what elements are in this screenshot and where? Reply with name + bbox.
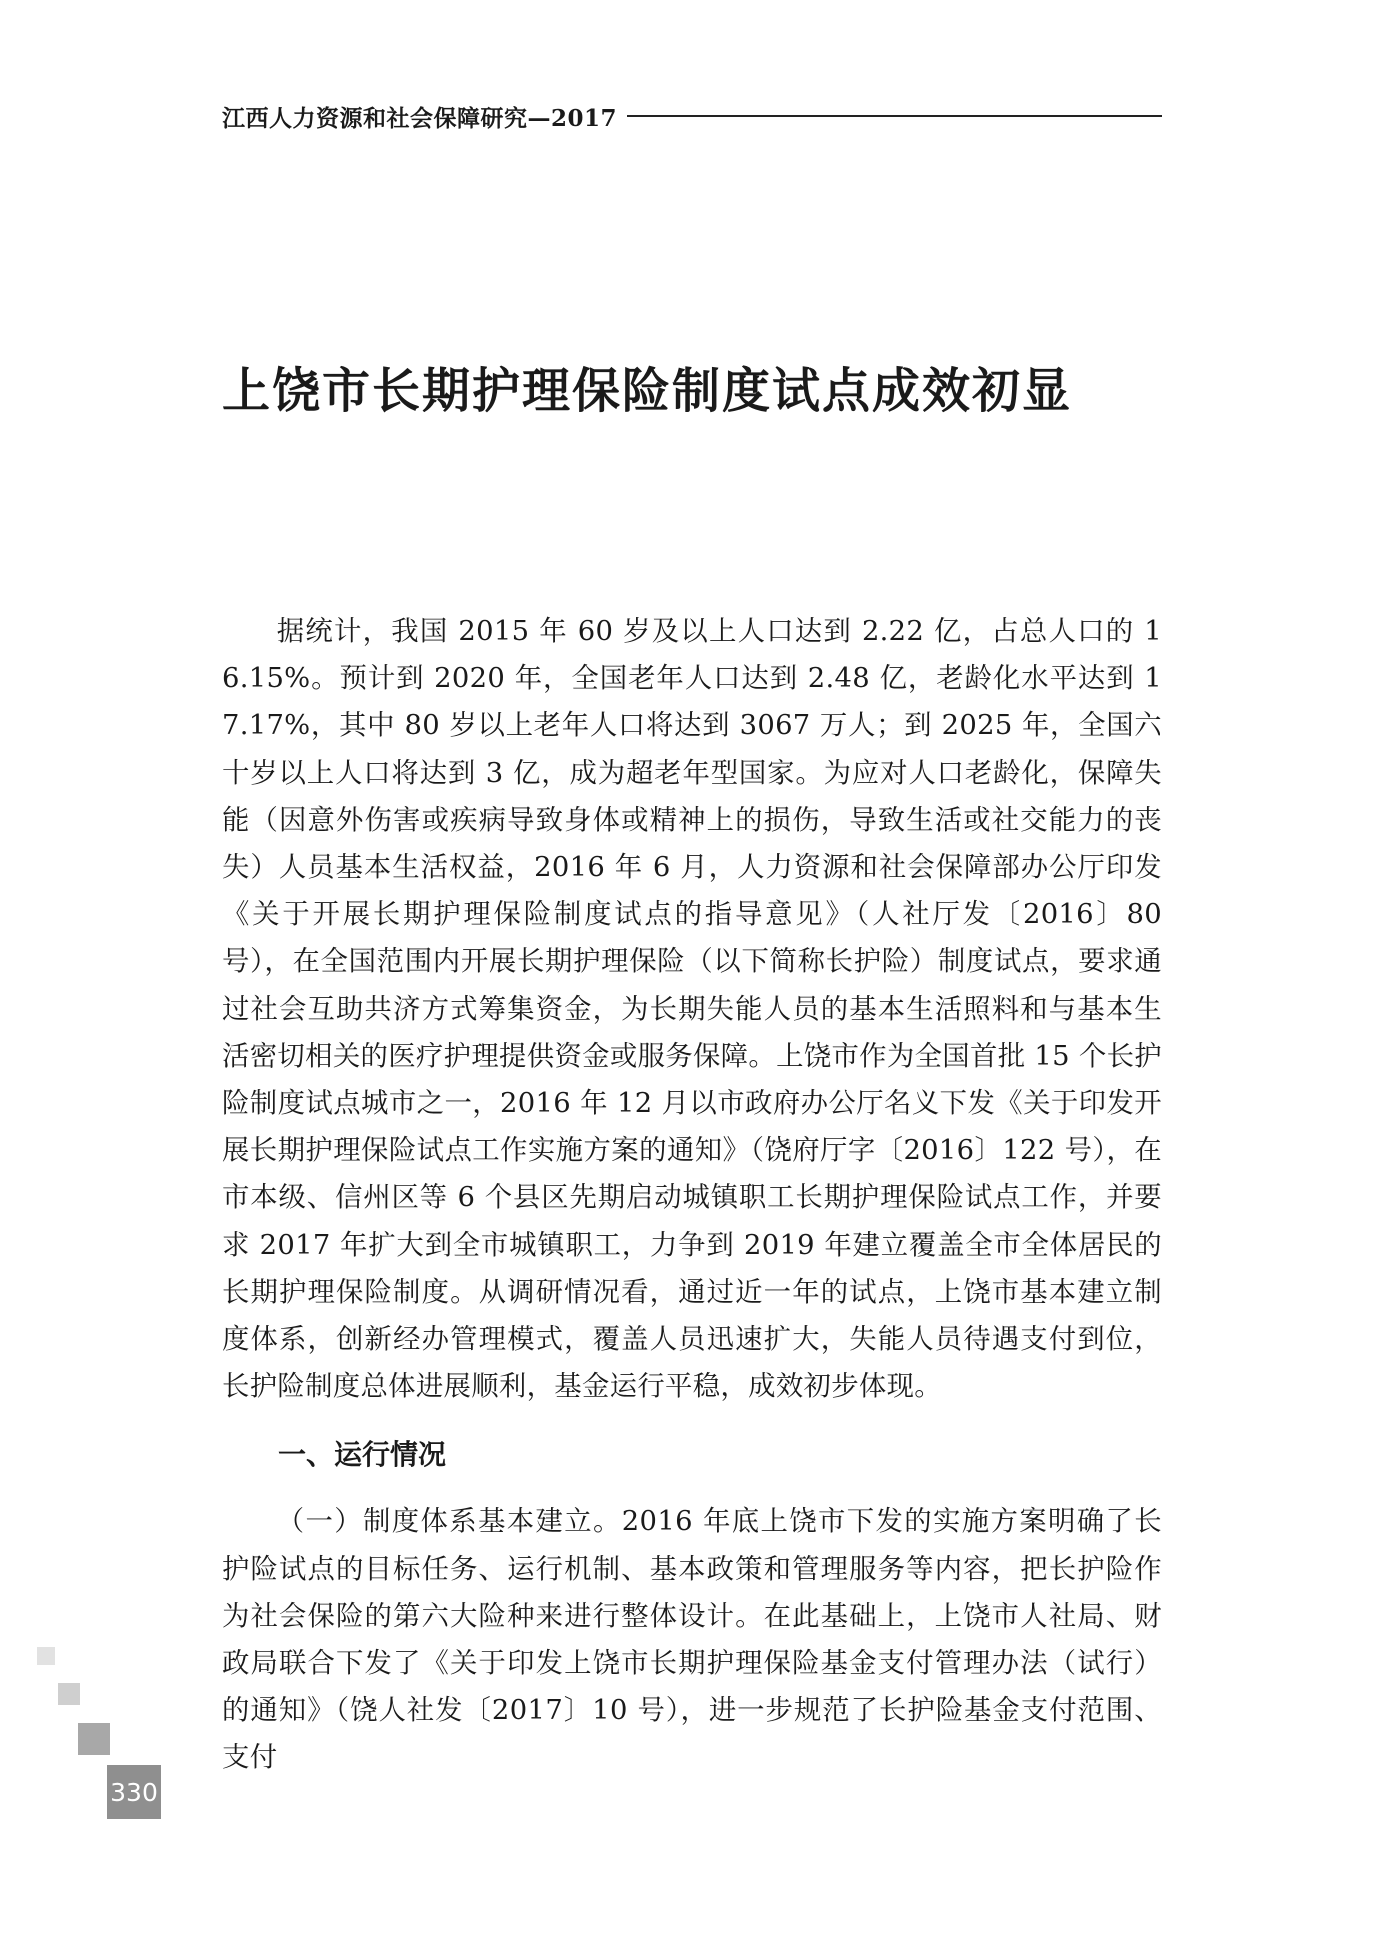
- decorative-square: [78, 1723, 110, 1755]
- running-header: [222, 98, 1162, 134]
- section-paragraph: （一）制度体系基本建立。2016 年底上饶市下发的实施方案明确了长护险试点的目标任务、运行机制、基本政策和管理服务等内容，把长护险作为社会保险的第六大险种来进行整体设计。在此基础上，上饶市人社局、财政局联合下发了《关于印发上饶市长期护理保险基金支付管理办法（试行）的通知》（饶人社发〔2017〕10 号），进一步规范了长护险基金支付范围、支付: [222, 1506, 1162, 1774]
- section-heading: 一、运行情况: [278, 1438, 447, 1472]
- article-body: [222, 608, 1162, 1782]
- running-header-text: 江西人力资源和社会保障研究—2017: [222, 104, 618, 132]
- decorative-square: [58, 1683, 80, 1705]
- article-title: 上饶市长期护理保险制度试点成效初显: [222, 363, 1073, 419]
- page-number: 330: [110, 1777, 158, 1807]
- decorative-square: [37, 1647, 55, 1665]
- header-rule: [627, 115, 1162, 117]
- intro-paragraph: 据统计，我国 2015 年 60 岁及以上人口达到 2.22 亿，占总人口的 16.15%。预计到 2020 年，全国老年人口达到 2.48 亿，老龄化水平达到 17.17%，其中 80 岁以上老年人口将达到 3067 万人；到 2025 年，全国六十岁以上人口将达到 3 亿，成为超老年型国家。为应对人口老龄化，保障失能（因意外伤害或疾病导致身体或精神上的损伤，导致生活或社交能力的丧失）人员基本生活权益，2016 年 6 月，人力资源和社会保障部办公厅印发《关于开展长期护理保险制度试点的指导意见》（人社厅发〔2016〕80 号），在全国范围内开展长期护理保险（以下简称长护险）制度试点，要求通过社会互助共济方式筹集资金，为长期失能人员的基本生活照料和与基本生活密切相关的医疗护理提供资金或服务保障。上饶市作为全国首批 15 个长护险制度试点城市之一，2016 年 12 月以市政府办公厅名义下发《关于印发开展长期护理保险试点工作实施方案的通知》（饶府厅字〔2016〕122 号），在市本级、信州区等 6 个县区先期启动城镇职工长期护理保险试点工作，并要求 2017 年扩大到全市城镇职工，力争到 2019 年建立覆盖全市全体居民的长期护理保险制度。从调研情况看，通过近一年的试点，上饶市基本建立制度体系，创新经办管理模式，覆盖人员迅速扩大，失能人员待遇支付到位，长护险制度总体进展顺利，基金运行平稳，成效初步体现。: [222, 616, 1162, 1403]
- page-number-box: [107, 1765, 161, 1819]
